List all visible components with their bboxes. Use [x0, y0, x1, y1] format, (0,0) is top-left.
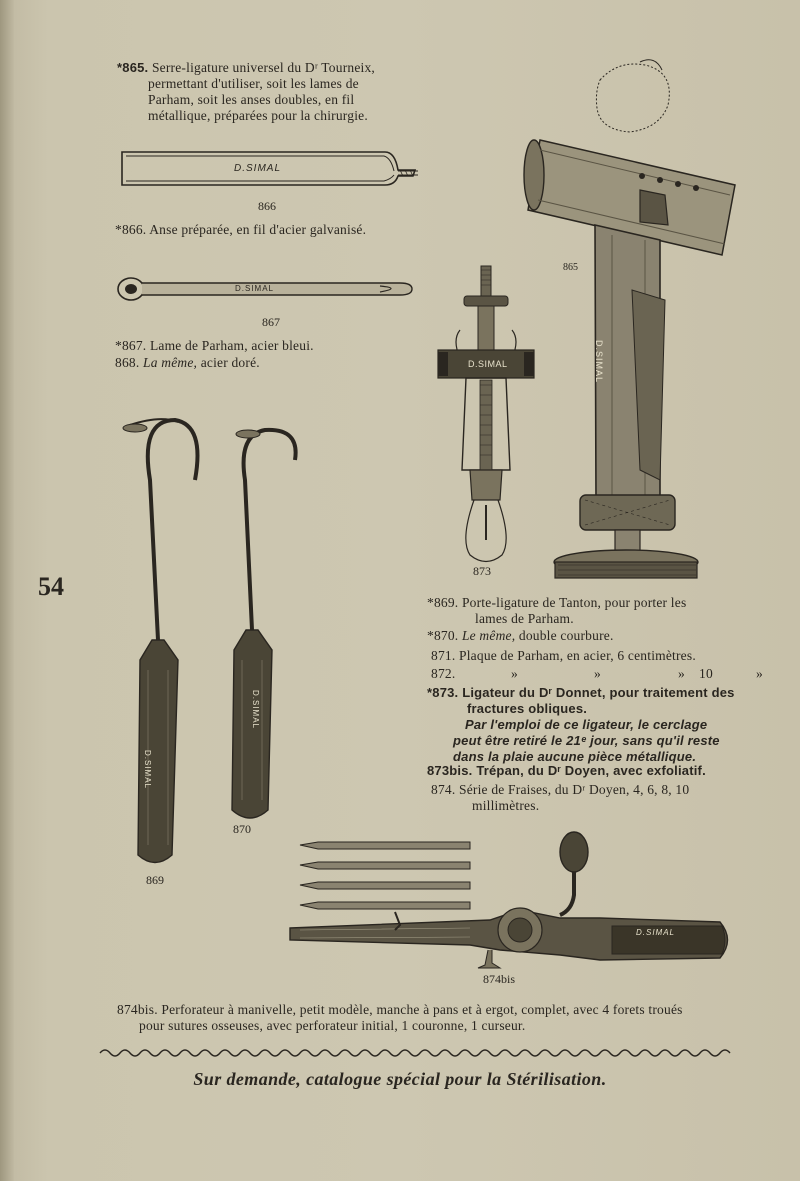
item-874bis-line-1: Perforateur à manivelle, petit modèle, manche à pans et à ergot, complet, avec 4 forets troués: [161, 1002, 683, 1017]
item-872-ditto-2: »: [594, 666, 601, 681]
fig-865-engraving: D.SIMAL: [594, 340, 604, 384]
item-874-line-1: Série de Fraises, du Dʳ Doyen, 4, 6, 8, 10: [459, 782, 690, 797]
item-867-text: Lame de Parham, acier bleui.: [149, 338, 314, 353]
item-872-ditto-3: »: [678, 666, 685, 681]
item-871-number: 871.: [431, 648, 456, 663]
item-872-ditto-1: »: [511, 666, 518, 681]
item-873-note-2: peut être retiré le 21ᵉ jour, sans qu'il reste: [453, 733, 720, 748]
item-869-line-1: Porte-ligature de Tanton, pour porter les: [461, 595, 687, 610]
fig-873-label: 873: [473, 564, 491, 578]
item-865-line-1: Serre-ligature universel du Dʳ Tourneix,: [151, 60, 376, 75]
fig-870-engraving: D.SIMAL: [251, 690, 260, 730]
item-868-italic: La même,: [143, 355, 198, 370]
item-865-line-3: Parham, soit les anses doubles, en fil: [148, 92, 355, 107]
item-872-ditto-4: »: [756, 666, 763, 681]
fig-873-engraving: D.SIMAL: [468, 359, 508, 369]
footer-note: Sur demande, catalogue spécial pour la Stérilisation.: [193, 1069, 607, 1089]
fig-865-label: 865: [563, 262, 578, 273]
fig-870-label: 870: [233, 822, 251, 836]
fig-866-label: 866: [258, 199, 276, 213]
fig-874bis-engraving: D.SIMAL: [636, 928, 676, 937]
item-873-number: *873.: [427, 685, 459, 700]
fig-867-engraving: D.SIMAL: [235, 284, 275, 293]
item-869-number: *869.: [427, 595, 459, 610]
fig-866-engraving: D.SIMAL: [234, 163, 282, 174]
item-872-number: 872.: [431, 666, 456, 681]
fig-867-label: 867: [262, 315, 280, 329]
item-873-line-2: fractures obliques.: [467, 701, 588, 716]
item-873bis-text: Trépan, du Dʳ Doyen, avec exfoliatif.: [476, 763, 706, 778]
item-873-line-1: Ligateur du Dʳ Donnet, pour traitement des: [462, 685, 735, 700]
item-874bis: [117, 1002, 757, 1034]
drill-bits: [300, 842, 470, 909]
item-874-number: 874.: [431, 782, 456, 797]
item-870-text: double courbure.: [518, 628, 614, 643]
item-874-line-2: millimètres.: [472, 798, 540, 813]
item-874bis-line-2: pour sutures osseuses, avec perforateur initial, 1 couronne, 1 curseur.: [139, 1018, 526, 1033]
item-865-number: *865.: [117, 60, 149, 75]
item-872-size: 10: [699, 666, 713, 681]
item-865-line-2: permettant d'utiliser, soit les lames de: [148, 76, 359, 91]
item-868-number: 868.: [115, 355, 140, 370]
item-869-line-2: lames de Parham.: [475, 611, 574, 626]
item-867-number: *867.: [115, 338, 147, 353]
item-874bis-number: 874bis.: [117, 1002, 158, 1017]
item-871-text: Plaque de Parham, en acier, 6 centimètres.: [459, 648, 696, 663]
item-870-number: *870.: [427, 628, 459, 643]
item-873bis-number: 873bis.: [427, 763, 473, 778]
fig-869-engraving: D.SIMAL: [143, 750, 152, 790]
item-866-text: Anse préparée, en fil d'acier galvanisé.: [149, 222, 367, 237]
item-873-note-1: Par l'emploi de ce ligateur, le cerclage: [465, 717, 708, 732]
fig-874bis-label: 874bis: [483, 972, 516, 986]
item-870-italic: Le même,: [461, 628, 516, 643]
item-868-text: acier doré.: [200, 355, 260, 370]
item-866-number: *866.: [115, 222, 147, 237]
item-873-note-3: dans la plaie aucune pièce métallique.: [453, 749, 697, 764]
item-865-line-4: métallique, préparées pour la chirurgie.: [148, 108, 368, 123]
fig-869-label: 869: [146, 873, 164, 887]
page-number: 54: [38, 572, 64, 601]
wavy-divider: [100, 1046, 725, 1060]
